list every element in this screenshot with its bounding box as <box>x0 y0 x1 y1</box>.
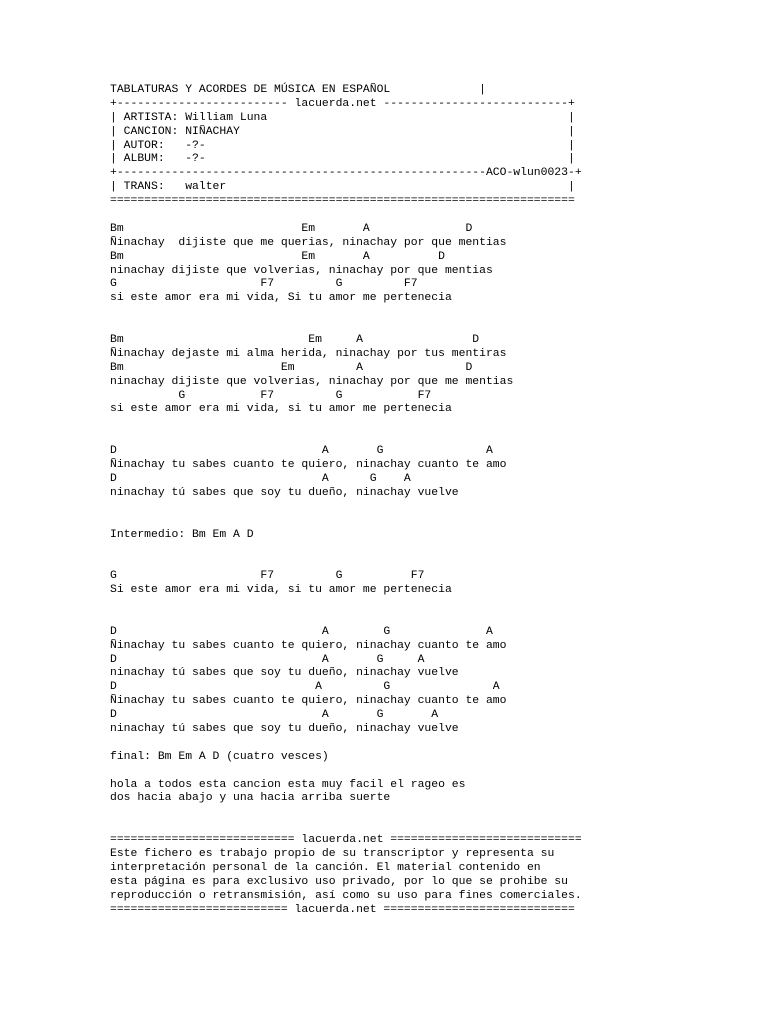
chord-line: D A G A <box>110 445 493 458</box>
lyric-line: dos hacia abajo y una hacia arriba suerte <box>110 792 391 805</box>
separator-line: =========================== lacuerda.net ============================ <box>110 834 582 847</box>
lyric-line: Si este amor era mi vida, si tu amor me pertenecia <box>110 584 452 597</box>
blank-line <box>110 320 582 334</box>
chord-line: D A G A <box>110 472 411 485</box>
lyric-line: esta página es para exclusivo uso privado, por lo que se prohibe su <box>110 875 568 888</box>
lyric-line: ninachay tú sabes que soy tu dueño, ninachay vuelve <box>110 667 459 680</box>
lyric-line: Ñinachay dijiste que me querias, ninachay por que mentias <box>110 236 507 249</box>
header-line: | ALBUM: -?- | <box>110 153 575 166</box>
lyric-line: TABLATURAS Y ACORDES DE MÚSICA EN ESPAÑOL | <box>110 84 486 96</box>
separator-line: ========================== lacuerda.net ============================ <box>110 903 575 916</box>
lyric-line: ninachay tú sabes que soy tu dueño, ninachay vuelve <box>110 486 459 499</box>
lyric-line: G F7 G F7 <box>110 389 432 402</box>
header-line: | TRANS: walter | <box>110 181 575 194</box>
lyric-line: ninachay dijiste que volverias, ninachay por que me mentias <box>110 375 514 388</box>
chord-line: Bm Em A D <box>110 250 445 263</box>
chord-line: D A G A <box>110 681 500 694</box>
chord-line: G F7 G F7 <box>110 278 418 291</box>
blank-line <box>110 806 582 820</box>
header-line: | CANCION: NIÑACHAY | <box>110 125 575 138</box>
blank-line <box>110 306 582 320</box>
blank-line <box>110 542 582 556</box>
blank-line <box>110 598 582 612</box>
separator-line: +------------------------------------------------------ACO-wlun0023-+ <box>110 167 582 180</box>
blank-line <box>110 431 582 445</box>
lyric-line: ninachay tú sabes que soy tu dueño, ninachay vuelve <box>110 722 459 735</box>
lyric-line: si este amor era mi vida, Si tu amor me pertenecia <box>110 292 452 305</box>
header-line: | AUTOR: -?- | <box>110 139 575 152</box>
blank-line <box>110 556 582 570</box>
blank-line <box>110 820 582 834</box>
blank-line <box>110 737 582 751</box>
blank-line <box>110 612 582 626</box>
chord-line: D A G A <box>110 625 493 638</box>
separator-line: ==================================================================== <box>110 195 575 208</box>
lyric-line: reproducción o retransmisión, así como su uso para fines comerciales. <box>110 889 582 902</box>
header-line: | ARTISTA: William Luna | <box>110 111 575 124</box>
lyric-line: Ñinachay tu sabes cuanto te quiero, ninachay cuanto te amo <box>110 639 507 652</box>
chord-line: Bm Em A D <box>110 361 473 374</box>
lyric-line: Ñinachay tu sabes cuanto te quiero, ninachay cuanto te amo <box>110 459 507 472</box>
blank-line <box>110 765 582 779</box>
lyric-line: interpretación personal de la canción. El material contenido en <box>110 861 541 874</box>
lyric-line: hola a todos esta cancion esta muy facil el rageo es <box>110 778 466 791</box>
blank-line <box>110 501 582 515</box>
lyric-line: si este amor era mi vida, si tu amor me pertenecia <box>110 403 452 416</box>
lyric-line: Ñinachay dejaste mi alma herida, ninachay por tus mentiras <box>110 347 507 360</box>
lyric-line: ninachay dijiste que volverias, ninachay por que mentias <box>110 264 493 277</box>
tab-text-block <box>110 84 582 917</box>
lyric-line: Ñinachay tu sabes cuanto te quiero, ninachay cuanto te amo <box>110 695 507 708</box>
blank-line <box>110 209 582 223</box>
chord-line: Bm Em A D <box>110 334 480 347</box>
lyric-line: Este fichero es trabajo propio de su transcriptor y representa su <box>110 847 555 860</box>
lyric-line: Intermedio: Bm Em A D <box>110 528 254 541</box>
chord-line: G F7 G F7 <box>110 570 425 583</box>
chord-line: D A G A <box>110 709 439 722</box>
chord-line: Bm Em A D <box>110 222 473 235</box>
separator-line: +------------------------- lacuerda.net ---------------------------+ <box>110 97 575 110</box>
blank-line <box>110 417 582 431</box>
chord-line: D A G A <box>110 653 425 666</box>
blank-line <box>110 515 582 529</box>
lyric-line: final: Bm Em A D (cuatro vesces) <box>110 750 329 763</box>
